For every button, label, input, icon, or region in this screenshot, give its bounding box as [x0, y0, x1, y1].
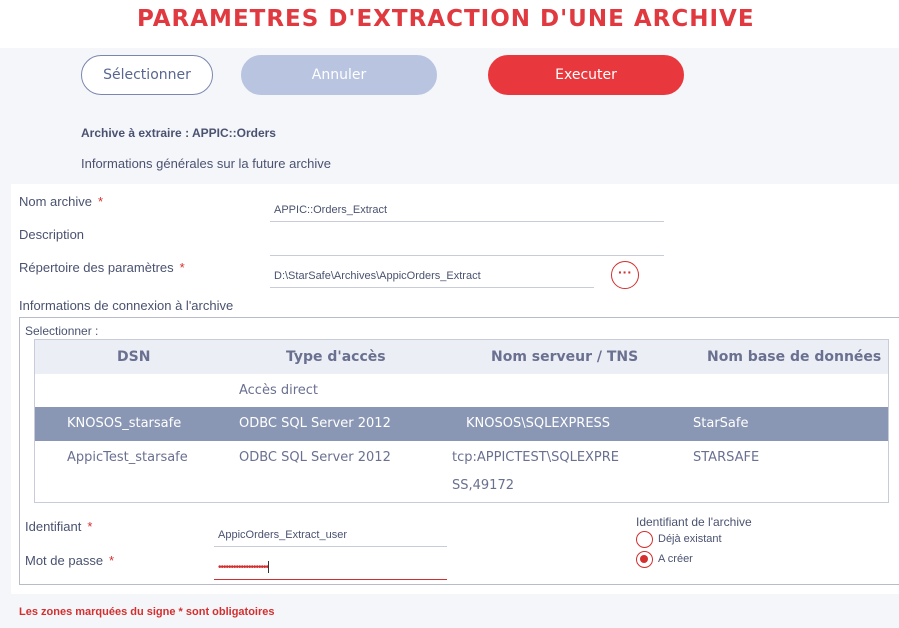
- title-bar: [0, 0, 899, 48]
- cell-dsn: KNOSOS_starsafe: [67, 416, 182, 431]
- cell-server: KNOSOS\SQLEXPRESS: [466, 416, 611, 431]
- description-input[interactable]: [270, 232, 664, 256]
- dsn-select-label: Selectionner :: [25, 324, 99, 338]
- create-radio[interactable]: [636, 551, 653, 568]
- cancel-button[interactable]: Annuler: [241, 55, 437, 95]
- column-header-server[interactable]: Nom serveur / TNS: [491, 349, 639, 365]
- cell-dsn: AppicTest_starsafe: [67, 450, 188, 465]
- archive-name-label: Nom archive *: [19, 194, 104, 209]
- column-header-database[interactable]: Nom base de données: [707, 349, 882, 365]
- column-header-access-type[interactable]: Type d'accès: [286, 349, 386, 365]
- cell-server-line1: tcp:APPICTEST\SQLEXPRE: [452, 450, 620, 465]
- dsn-table: [34, 339, 889, 503]
- execute-button[interactable]: Executer: [488, 55, 684, 95]
- cell-database: StarSafe: [693, 416, 749, 431]
- create-radio-label: A créer: [658, 553, 693, 565]
- cell-access-type: ODBC SQL Server 2012: [239, 416, 391, 431]
- params-dir-input[interactable]: D:\StarSafe\Archives\AppicOrders_Extract: [270, 264, 594, 288]
- select-button[interactable]: Sélectionner: [81, 55, 213, 95]
- description-label: Description: [19, 227, 85, 242]
- archive-label: Archive à extraire : APPIC::Orders: [81, 126, 276, 140]
- cell-access-type: ODBC SQL Server 2012: [239, 450, 391, 465]
- browse-button[interactable]: ···: [611, 261, 639, 289]
- column-header-dsn[interactable]: DSN: [117, 349, 151, 365]
- cell-access-type: Accès direct: [239, 383, 319, 398]
- identifier-input[interactable]: AppicOrders_Extract_user: [214, 523, 447, 547]
- table-row-selected[interactable]: [35, 407, 889, 441]
- page-title: PARAMETRES D'EXTRACTION D'UNE ARCHIVE: [137, 6, 755, 32]
- password-label: Mot de passe *: [25, 553, 115, 568]
- params-dir-label: Répertoire des paramètres *: [19, 260, 185, 275]
- table-header: [35, 340, 889, 374]
- cell-database: STARSAFE: [693, 450, 760, 465]
- connection-info-label: Informations de connexion à l'archive: [19, 298, 234, 313]
- cell-server-line2: SS,49172: [452, 478, 514, 493]
- archive-id-label: Identifiant de l'archive: [636, 515, 752, 529]
- table-row[interactable]: [35, 441, 889, 503]
- password-input[interactable]: ••••••••••••••••••••: [214, 556, 447, 580]
- table-row[interactable]: [35, 374, 889, 407]
- required-footnote: Les zones marquées du signe * sont obligatoires: [19, 606, 275, 618]
- archive-name-input[interactable]: APPIC::Orders_Extract: [270, 198, 664, 222]
- general-info-label: Informations générales sur la future archive: [81, 156, 332, 171]
- existing-radio-label: Déjà existant: [658, 533, 722, 545]
- existing-radio[interactable]: [636, 531, 653, 548]
- identifier-label: Identifiant *: [25, 519, 93, 534]
